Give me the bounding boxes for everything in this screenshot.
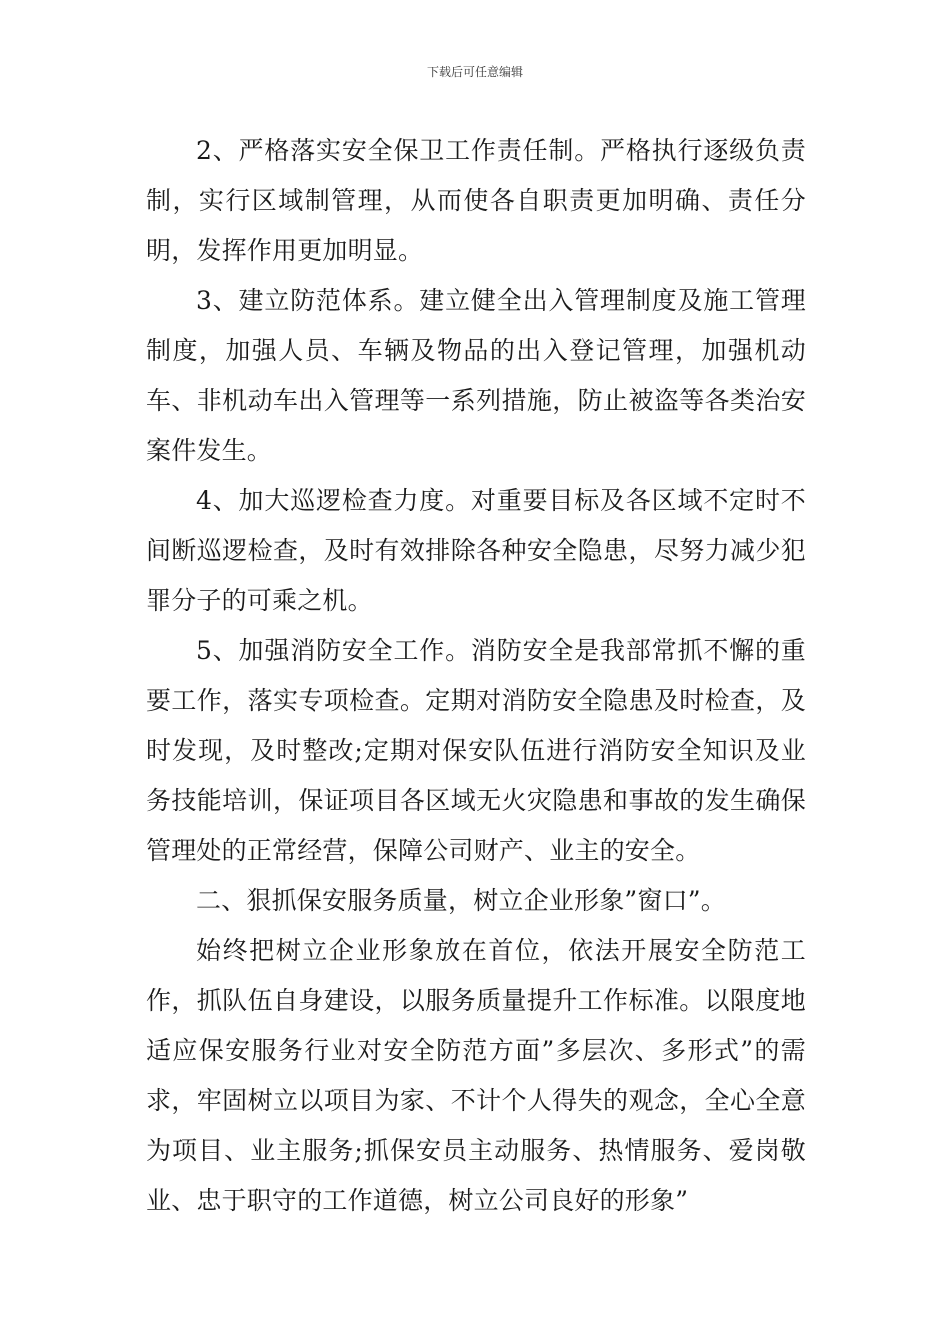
document-body — [146, 126, 806, 1226]
paragraph-body: 始终把树立企业形象放在首位，依法开展安全防范工作，抓队伍自身建设，以服务质量提升工作标准。以限度地适应保安服务行业对安全防范方面”多层次、多形式”的需求，牢固树立以项目为家、不计个人得失的观念，全心全意为项目、业主服务;抓保安员主动服务、热情服务、爱岗敬业、忠于职守的工作道德，树立公司良好的形象” — [146, 936, 806, 1215]
paragraph-item-2: 2、严格落实安全保卫工作责任制。严格执行逐级负责制，实行区域制管理，从而使各自职责更加明确、责任分明，发挥作用更加明显。 — [146, 136, 806, 265]
paragraph-item-5: 5、加强消防安全工作。消防安全是我部常抓不懈的重要工作，落实专项检查。定期对消防安全隐患及时检查，及时发现，及时整改;定期对保安队伍进行消防安全知识及业务技能培训，保证项目各区域无火灾隐患和事故的发生确保管理处的正常经营，保障公司财产、业主的安全。 — [146, 636, 806, 865]
paragraph-item-3: 3、建立防范体系。建立健全出入管理制度及施工管理制度，加强人员、车辆及物品的出入登记管理，加强机动车、非机动车出入管理等一系列措施，防止被盗等各类治安案件发生。 — [146, 286, 806, 465]
section-heading: 二、狠抓保安服务质量，树立企业形象”窗口”。 — [196, 886, 726, 915]
paragraph-item-4: 4、加大巡逻检查力度。对重要目标及各区域不定时不间断巡逻检查，及时有效排除各种安全隐患，尽努力减少犯罪分子的可乘之机。 — [146, 486, 806, 615]
page-header: 下载后可任意编辑 — [426, 65, 523, 79]
